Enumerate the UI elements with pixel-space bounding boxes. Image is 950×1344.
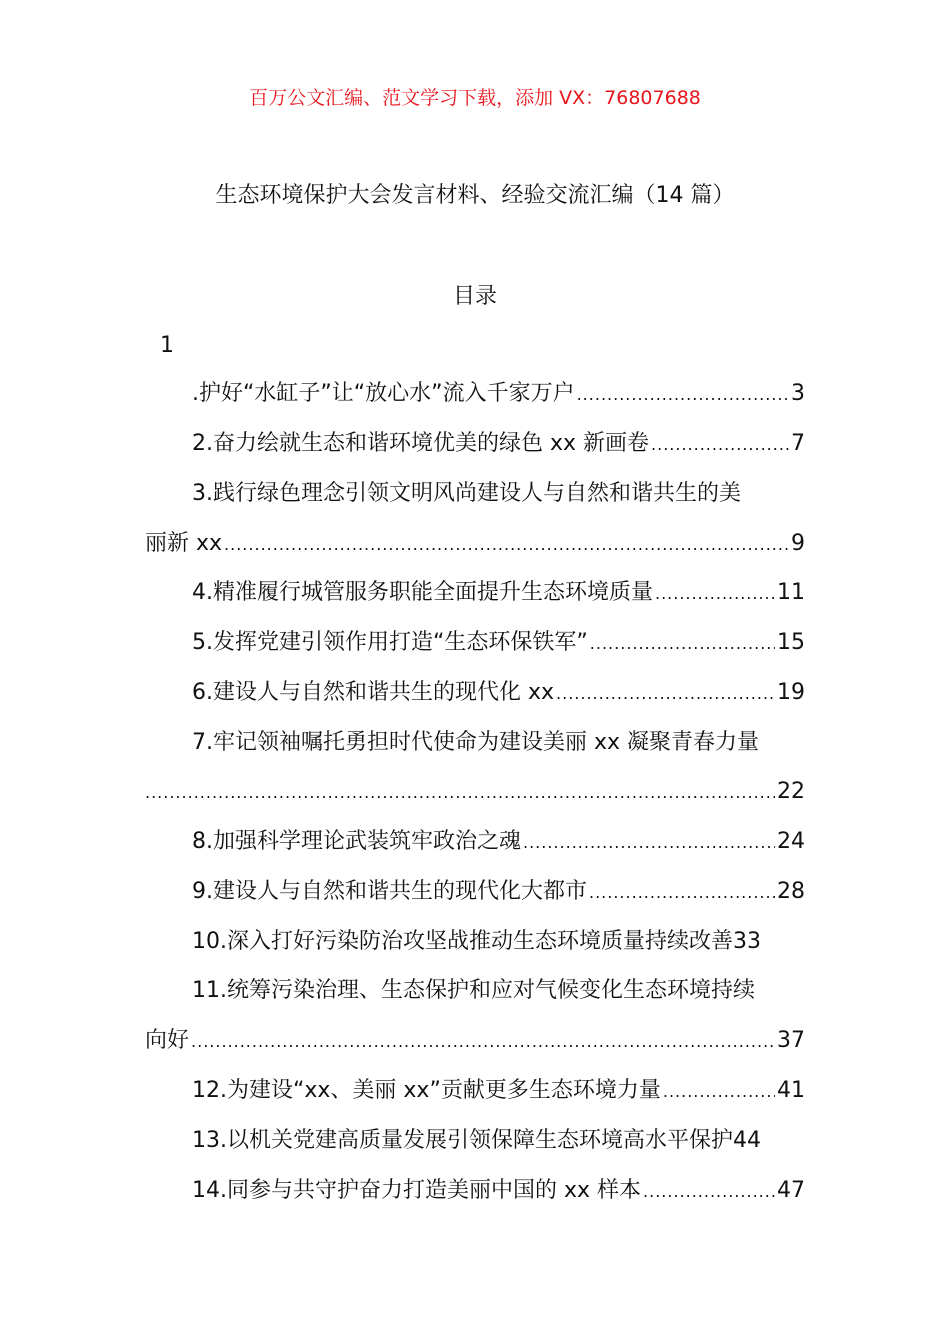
toc-entry[interactable] <box>145 477 805 511</box>
toc-section-number: 1 <box>160 333 174 358</box>
dot-leader <box>556 677 775 710</box>
toc-entry-page: 15 <box>777 630 805 655</box>
dot-leader <box>590 627 775 660</box>
toc-entry-title: 11.统筹污染治理、生态保护和应对气候变化生态环境持续 <box>192 978 755 1003</box>
dot-leader <box>145 776 775 809</box>
toc-entry[interactable] <box>145 825 805 859</box>
toc-entry-page: 9 <box>791 531 805 556</box>
toc-entry[interactable] <box>145 1074 805 1108</box>
toc-entry[interactable] <box>145 925 805 959</box>
watermark-banner: 百万公文汇编、范文学习下载，添加 VX：76807688 <box>249 87 701 109</box>
toc-entry-page: 22 <box>777 779 805 804</box>
toc-entry[interactable] <box>145 1124 805 1158</box>
dot-leader <box>224 528 789 561</box>
toc-entry-title: 10.深入打好污染防治攻坚战推动生态环境质量持续改善 <box>192 929 733 954</box>
toc-entry[interactable] <box>145 576 805 610</box>
toc-entry-title: 13.以机关党建高质量发展引领保障生态环境高水平保护 <box>192 1128 733 1153</box>
toc-entry-title: 6.建设人与自然和谐共生的现代化 xx <box>192 680 555 705</box>
dot-leader <box>191 1025 775 1058</box>
toc-entry-page: 3 <box>791 381 805 406</box>
toc-entry-page: 24 <box>777 829 805 854</box>
dot-leader <box>663 1075 775 1108</box>
toc-entry[interactable] <box>145 676 805 710</box>
toc-entry-title: 3.践行绿色理念引领文明风尚建设人与自然和谐共生的美 <box>192 481 741 506</box>
toc-entry-title: 7.牢记领袖嘱托勇担时代使命为建设美丽 xx 凝聚青春力量 <box>192 730 760 755</box>
toc-entry-page: 44 <box>733 1128 761 1153</box>
toc-entry-continuation[interactable] <box>145 1024 805 1058</box>
toc-entry[interactable] <box>145 427 805 461</box>
toc-entry-title: 9.建设人与自然和谐共生的现代化大都市 <box>192 879 587 904</box>
toc-entry-title: 14.同参与共守护奋力打造美丽中国的 xx 样本 <box>192 1178 642 1203</box>
dot-leader <box>643 1175 775 1208</box>
toc-entry-continuation[interactable] <box>145 775 805 809</box>
toc-entry[interactable] <box>145 377 805 411</box>
toc-entry-page: 41 <box>777 1078 805 1103</box>
toc-entry-title: 5.发挥党建引领作用打造“生态环保铁军” <box>192 630 588 655</box>
toc-entry-title: 2.奋力绘就生态和谐环境优美的绿色 xx 新画卷 <box>192 431 650 456</box>
toc-entry-continuation[interactable] <box>145 527 805 561</box>
toc-entry-page: 11 <box>777 580 805 605</box>
toc-entry-title-cont: 丽新 xx <box>145 531 223 556</box>
toc-entry-page: 7 <box>791 431 805 456</box>
toc-entry-page: 47 <box>777 1178 805 1203</box>
toc-entry[interactable] <box>145 1174 805 1208</box>
toc-entry-title: 8.加强科学理论武装筑牢政治之魂 <box>192 829 521 854</box>
toc-heading: 目录 <box>452 284 497 309</box>
toc-entry-page: 37 <box>777 1028 805 1053</box>
document-title: 生态环境保护大会发言材料、经验交流汇编（14 篇） <box>215 183 735 208</box>
toc-entry[interactable] <box>145 875 805 909</box>
toc-entry-title-cont: 向好 <box>145 1028 190 1053</box>
dot-leader <box>523 826 775 859</box>
toc-entry-title: 4.精准履行城管服务职能全面提升生态环境质量 <box>192 580 653 605</box>
toc-entry-title: 12.为建设“xx、美丽 xx”贡献更多生态环境力量 <box>192 1078 661 1103</box>
dot-leader <box>577 378 789 411</box>
toc-entry-page: 33 <box>733 929 761 954</box>
toc-entry[interactable] <box>145 726 805 760</box>
toc-entry-page: 28 <box>777 879 805 904</box>
toc-entry[interactable] <box>145 974 805 1008</box>
dot-leader <box>655 577 775 610</box>
dot-leader <box>589 876 775 909</box>
toc-entry-page: 19 <box>777 680 805 705</box>
dot-leader <box>651 428 789 461</box>
toc-entry-title: .护好“水缸子”让“放心水”流入千家万户 <box>192 381 575 406</box>
toc-entry[interactable] <box>145 626 805 660</box>
